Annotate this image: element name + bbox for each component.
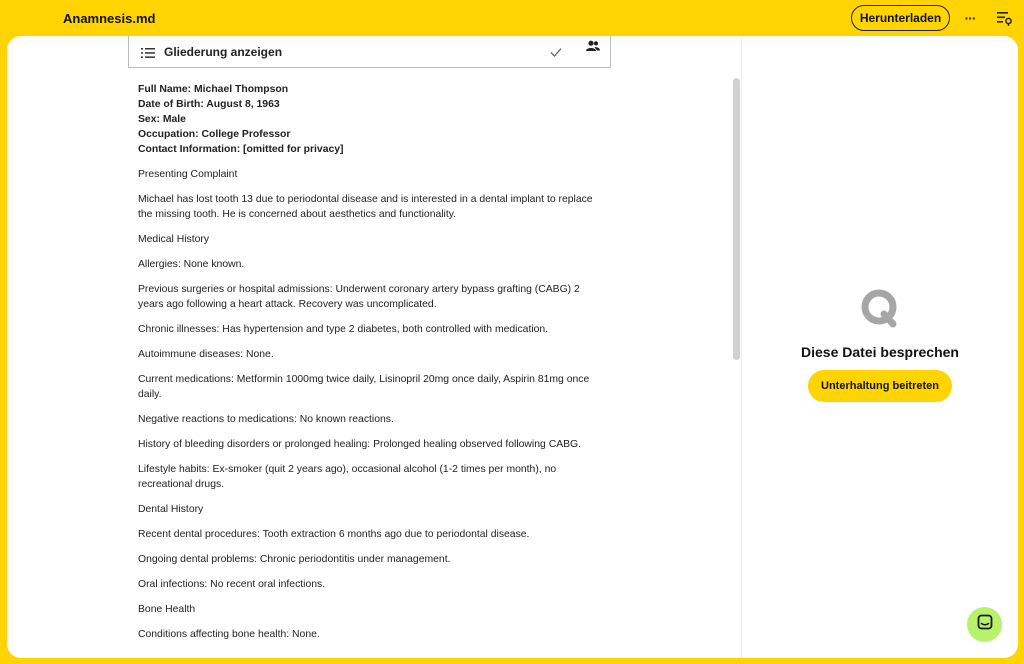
- chat-launcher-button[interactable]: [967, 607, 1002, 642]
- chat-icon: [977, 614, 993, 635]
- patient-info: [138, 82, 606, 157]
- section-heading: Dental History: [138, 504, 204, 515]
- workspace: [7, 36, 1018, 658]
- paragraph: Michael has lost tooth 13 due to periodontal disease and is interested in a dental implant to replace the missing tooth. He is concerned about aesthetics and functionality.: [138, 194, 593, 220]
- brand-logo-icon: [859, 287, 901, 329]
- check-icon[interactable]: [549, 45, 563, 59]
- section-heading: Bone Health: [138, 604, 196, 615]
- paragraph: Recent dental procedures: Tooth extraction 6 months ago due to periodontal disease.: [138, 529, 530, 540]
- join-conversation-button[interactable]: Unterhaltung beitreten: [808, 370, 952, 402]
- discussion-title: Diese Datei besprechen: [801, 344, 959, 360]
- paragraph: Ongoing dental problems: Chronic periodontitis under management.: [138, 554, 451, 565]
- paragraph: Previous surgeries or hospital admissions: Underwent coronary artery bypass grafting (CABG) 2 years ago following a heart attack. Recovery was uncomplicated.: [138, 284, 580, 310]
- patient-full-name: Full Name: Michael Thompson: [138, 84, 289, 95]
- list-icon: [141, 46, 155, 58]
- paragraph: Conditions affecting bone health: None.: [138, 629, 320, 640]
- section-heading: Presenting Complaint: [138, 169, 238, 180]
- download-button[interactable]: Herunterladen: [851, 5, 950, 31]
- paragraph: Autoimmune diseases: None.: [138, 349, 274, 360]
- document-content: [138, 82, 606, 652]
- paragraph: Current medications: Metformin 1000mg twice daily, Lisinopril 20mg once daily, Aspirin 81mg once daily.: [138, 374, 590, 400]
- paragraph: Negative reactions to medications: No known reactions.: [138, 414, 394, 425]
- patient-contact: Contact Information: [omitted for privacy]: [138, 144, 344, 155]
- paragraph: Lifestyle habits: Ex-smoker (quit 2 years ago), occasional alcohol (1-2 times per month), no recreational drugs.: [138, 464, 557, 490]
- outline-label: Gliederung anzeigen: [164, 45, 283, 59]
- paragraph: Chronic illnesses: Has hypertension and type 2 diabetes, both controlled with medication.: [138, 324, 549, 335]
- outline-toggle[interactable]: [128, 36, 611, 68]
- paragraph: Oral infections: No recent oral infections.: [138, 579, 326, 590]
- file-title: Anamnesis.md: [63, 11, 156, 26]
- patient-sex: Sex: Male: [138, 114, 186, 125]
- paragraph: Allergies: None known.: [138, 259, 245, 270]
- document-scrollbar[interactable]: [733, 78, 740, 360]
- collaborators-icon[interactable]: [586, 39, 600, 51]
- patient-occupation: Occupation: College Professor: [138, 129, 291, 140]
- paragraph: History of bleeding disorders or prolonged healing: Prolonged healing observed following CABG.: [138, 439, 582, 450]
- panel-toggle-icon[interactable]: [995, 9, 1013, 27]
- discussion-panel: [742, 36, 1018, 658]
- patient-dob: Date of Birth: August 8, 1963: [138, 99, 280, 110]
- document-pane: [7, 36, 741, 658]
- top-bar: [0, 0, 1024, 36]
- more-options-icon[interactable]: ···: [964, 10, 976, 26]
- section-heading: Medical History: [138, 234, 210, 245]
